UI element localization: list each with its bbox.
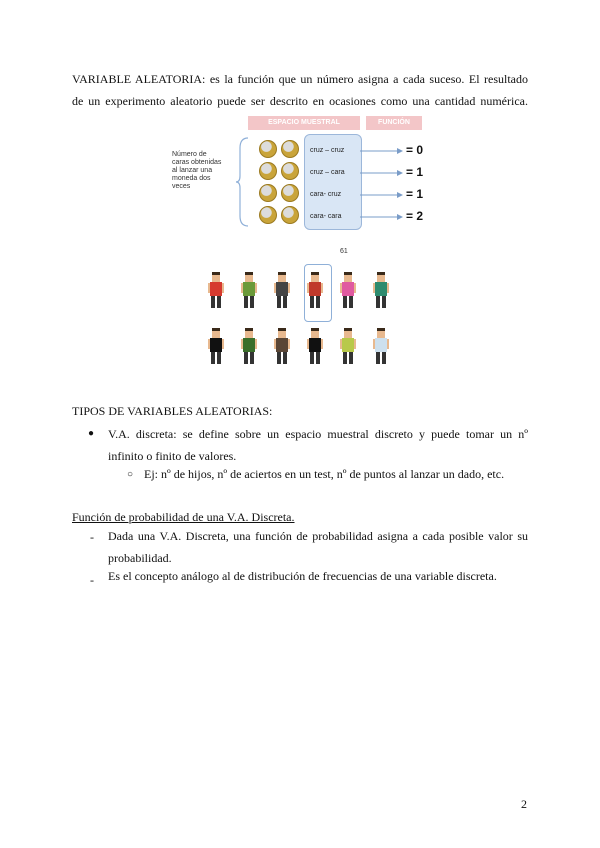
person-figure	[274, 328, 290, 364]
person-figure	[208, 328, 224, 364]
example-sub-bullet: Ej: nº de hijos, nº de aciertos en un test, nº de puntos al lanzar un dado, etc.	[144, 467, 505, 481]
diagram-caption	[172, 151, 221, 191]
function-value: = 1	[406, 165, 424, 179]
person-figure	[373, 328, 389, 364]
person-figure	[274, 272, 290, 308]
header-sample-space: ESPACIO MUESTRAL	[248, 116, 360, 130]
outcome-pair: cruz – cara	[310, 169, 345, 176]
discrete-bullet-line-2: infinito o finito de valores.	[108, 449, 237, 463]
dash-bullet: -	[90, 530, 94, 544]
function-item-1	[108, 525, 528, 569]
discrete-bullet-line-1: V.A. discreta: se define sobre un espacio muestral discreto y puede tomar un nº	[108, 427, 528, 441]
person-figure	[340, 328, 356, 364]
coin-icon	[281, 206, 299, 224]
intro-line-2: de un experimento aleatorio puede ser descrito en ocasiones como una cantidad numérica.	[72, 94, 528, 108]
person-figure	[241, 328, 257, 364]
bullet-icon: ●	[88, 428, 95, 439]
caption-line: veces	[172, 183, 191, 190]
person-figure	[307, 272, 323, 308]
function-item-1-line-1: Dada una V.A. Discreta, una función de probabilidad asigna a cada posible valor su	[108, 529, 528, 543]
brace-icon	[236, 136, 250, 228]
intro-term: VARIABLE ALEATORIA	[72, 72, 203, 86]
dash-bullet: -	[90, 573, 94, 587]
people-illustration	[190, 244, 410, 374]
discrete-bullet	[108, 423, 528, 467]
person-figure	[307, 328, 323, 364]
coin-icon	[281, 162, 299, 180]
intro-definition: : es la función que un número asigna a cada suceso. El resultado	[202, 72, 529, 86]
caption-line: moneda dos	[172, 175, 211, 182]
person-figure	[208, 272, 224, 308]
random-variable-diagram	[0, 0, 600, 250]
caption-line: Número de	[172, 151, 207, 158]
coin-icon	[259, 184, 277, 202]
coin-icon	[281, 140, 299, 158]
header-function: FUNCIÓN	[366, 116, 422, 130]
mapping-arrows	[356, 140, 408, 230]
coin-icon	[259, 206, 277, 224]
function-item-2: Es el concepto análogo al de distribución de frecuencias de una variable discreta.	[108, 569, 497, 583]
caption-line: caras obtenidas	[172, 159, 222, 166]
person-figure	[241, 272, 257, 308]
people-label: 61	[340, 248, 348, 255]
person-figure	[373, 272, 389, 308]
coin-icon	[281, 184, 299, 202]
page-number: 2	[521, 797, 527, 811]
coin-icon	[259, 162, 277, 180]
coin-icon	[259, 140, 277, 158]
types-heading: TIPOS DE VARIABLES ALEATORIAS:	[72, 404, 273, 418]
people-figures	[190, 244, 410, 374]
function-value: = 2	[406, 209, 424, 223]
circle-bullet-icon: ○	[127, 469, 134, 480]
function-value: = 0	[406, 143, 424, 157]
outcome-pair: cruz – cruz	[310, 147, 345, 154]
caption-line: al lanzar una	[172, 167, 213, 174]
outcome-pair: cara- cruz	[310, 191, 342, 198]
person-figure	[340, 272, 356, 308]
probability-function-heading: Función de probabilidad de una V.A. Discreta.	[72, 510, 295, 524]
outcome-pair: cara- cara	[310, 213, 342, 220]
function-item-1-line-2: probabilidad.	[108, 551, 172, 565]
function-value: = 1	[406, 187, 424, 201]
